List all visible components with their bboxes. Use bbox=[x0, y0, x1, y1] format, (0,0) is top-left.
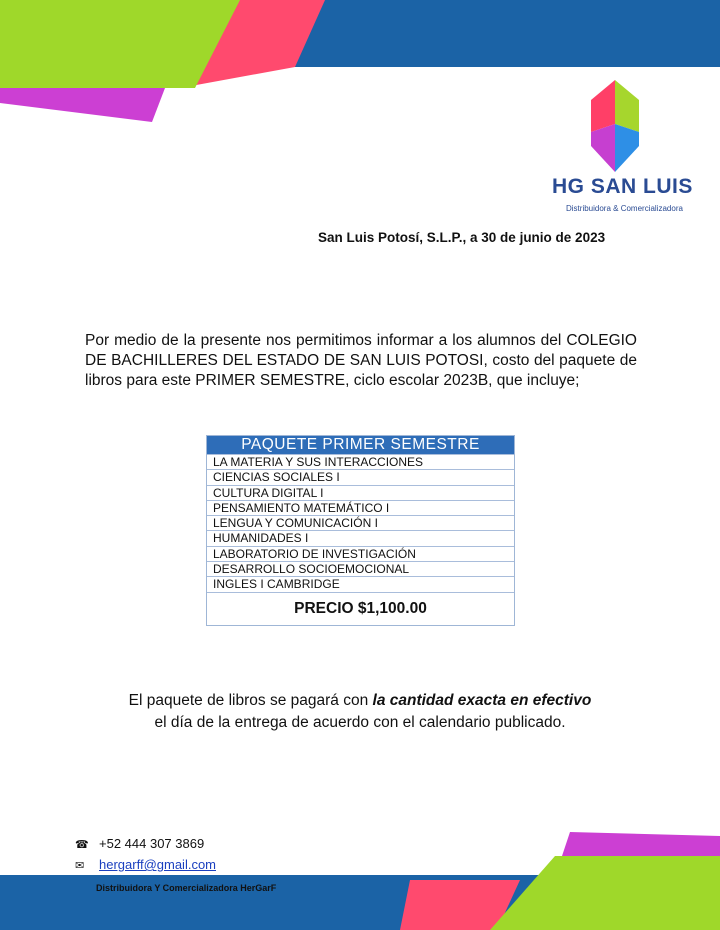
package-item: INGLES I CAMBRIDGE bbox=[207, 576, 514, 591]
logo-subtitle: Distribuidora & Comercializadora bbox=[566, 204, 683, 213]
package-price: PRECIO $1,100.00 bbox=[207, 592, 514, 625]
logo-name: HG SAN LUIS bbox=[552, 175, 693, 198]
package-item: HUMANIDADES I bbox=[207, 530, 514, 545]
package-item: LENGUA Y COMUNICACIÓN I bbox=[207, 515, 514, 530]
date-line: San Luis Potosí, S.L.P., a 30 de junio de 2023 bbox=[318, 230, 606, 245]
payment-note bbox=[60, 690, 660, 734]
payment-text: El paquete de libros se pagará con bbox=[128, 692, 373, 709]
phone-number: +52 444 307 3869 bbox=[99, 836, 205, 851]
intro-paragraph: Por medio de la presente nos permitimos informar a los alumnos del COLEGIO DE BACHILLERES DEL ESTADO DE SAN LUIS POTOSI, costo del paquete de libros para este PRIMER SEMESTRE, ciclo escolar 2023B, que incluye; bbox=[85, 332, 637, 389]
package-title: PAQUETE PRIMER SEMESTRE bbox=[207, 436, 514, 454]
contact-email bbox=[75, 857, 216, 872]
payment-line-2: el día de la entrega de acuerdo con el calendario publicado. bbox=[154, 714, 566, 731]
package-item: LA MATERIA Y SUS INTERACCIONES bbox=[207, 454, 514, 469]
package-item: CIENCIAS SOCIALES I bbox=[207, 469, 514, 484]
footer-company-name: Distribuidora Y Comercializadora HerGarF bbox=[96, 883, 277, 893]
payment-emphasis: la cantidad exacta en efectivo bbox=[372, 692, 592, 709]
email-link[interactable]: hergarff@gmail.com bbox=[99, 857, 216, 872]
bottom-magenta-shape bbox=[562, 832, 720, 858]
bottom-lime-shape bbox=[490, 856, 720, 930]
phone-icon: ☎ bbox=[75, 839, 89, 851]
envelope-icon: ✉ bbox=[75, 860, 85, 872]
package-item: CULTURA DIGITAL I bbox=[207, 485, 514, 500]
package-table bbox=[206, 435, 515, 626]
package-item: DESARROLLO SOCIOEMOCIONAL bbox=[207, 561, 514, 576]
top-magenta-shape bbox=[0, 88, 165, 122]
hg-logo-mark bbox=[545, 72, 715, 222]
contact-phone bbox=[75, 836, 204, 851]
package-item: PENSAMIENTO MATEMÁTICO I bbox=[207, 500, 514, 515]
package-item: LABORATORIO DE INVESTIGACIÓN bbox=[207, 546, 514, 561]
